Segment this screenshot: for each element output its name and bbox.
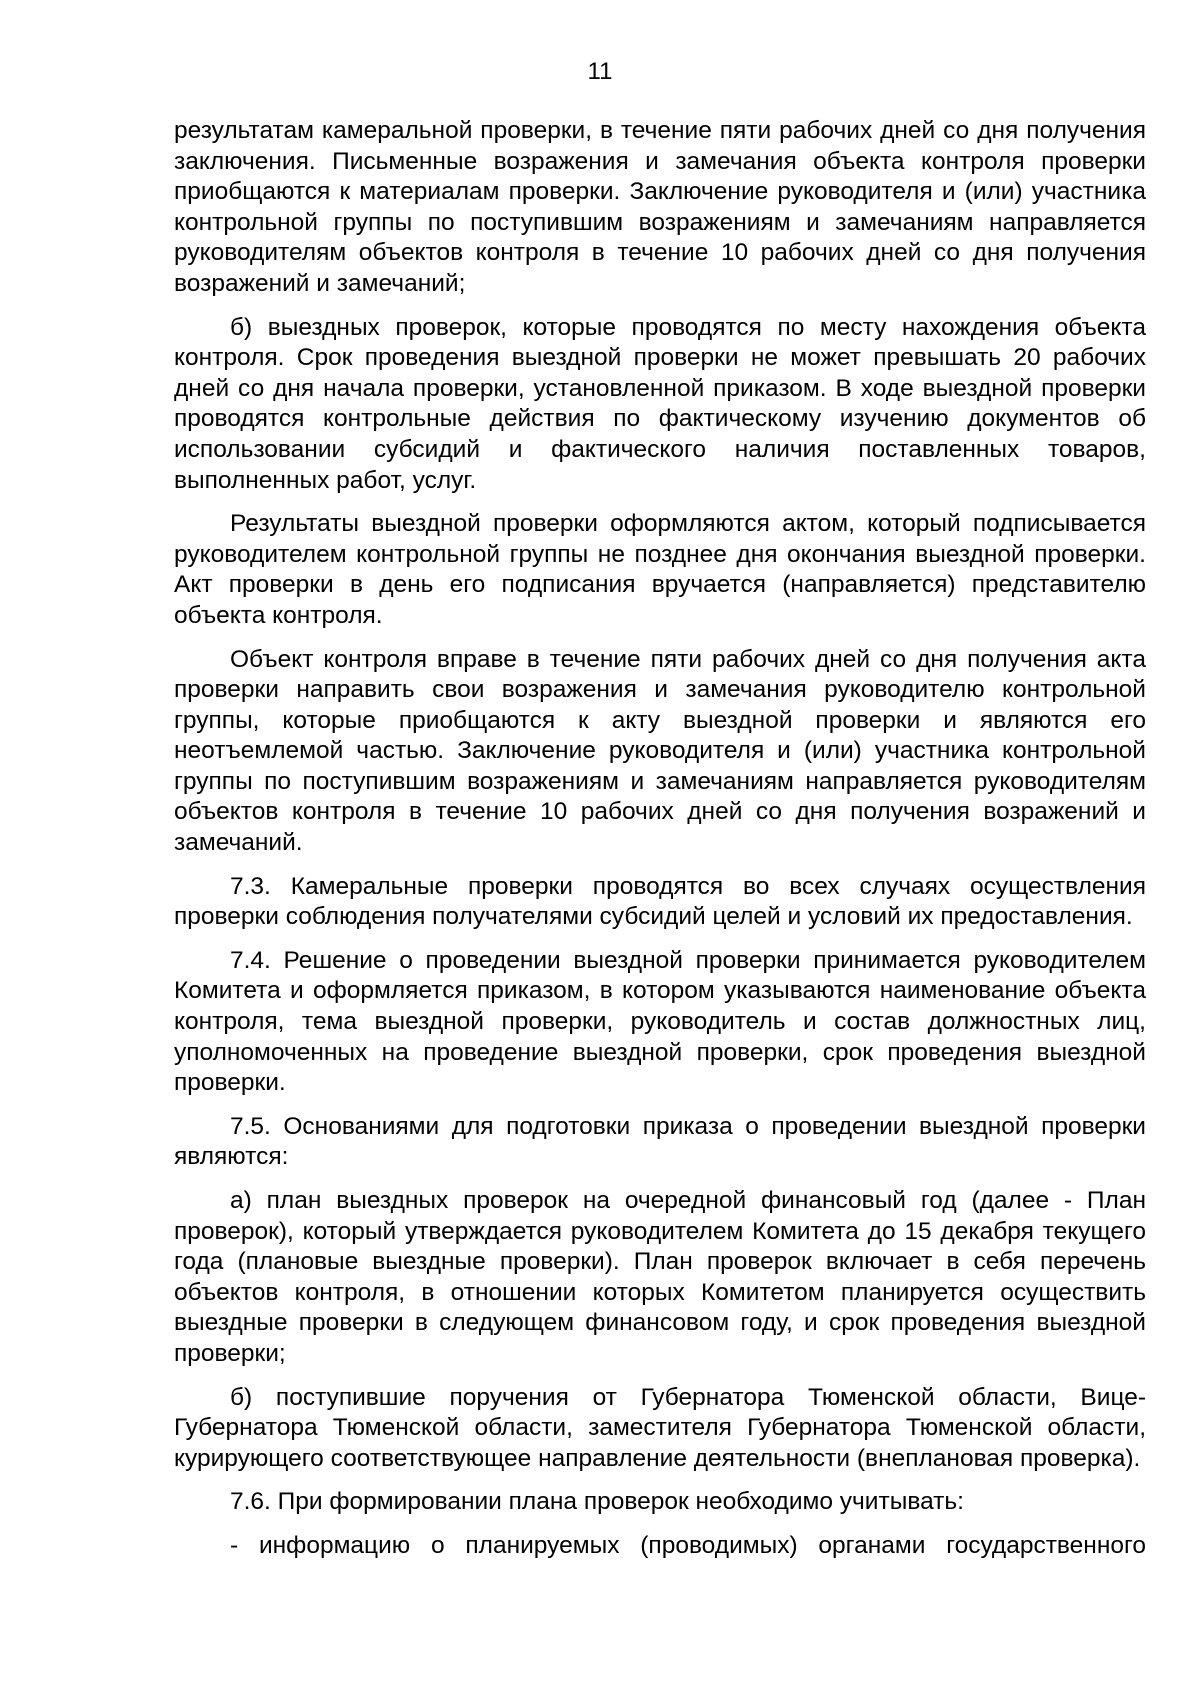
paragraph-7-3: 7.3. Камеральные проверки проводятся во всех случаях осуществления проверки соблюдения получателями субсидий целей и условий их предоставления. <box>174 872 1146 931</box>
paragraph-7-5: 7.5. Основаниями для подготовки приказа о проведении выездной проверки являются: <box>174 1112 1146 1171</box>
paragraph-objections: Объект контроля вправе в течение пяти рабочих дней со дня получения акта проверки направить свои возражения и замечания руководителю контрольной группы, которые приобщаются к акту выездной проверки и являются его неотъемлемой частью. Заключение руководителя и (или) участника контрольной группы по поступившим возражениям и замечаниям направляется руководителям объектов контроля в течение 10 рабочих дней со дня получения возражений и замечаний. <box>174 645 1146 857</box>
page-number: 11 <box>587 58 613 85</box>
paragraph-7-6-item: - информацию о планируемых (проводимых) органами государственного <box>230 1531 1146 1559</box>
paragraph-7-5-b: б) поступившие поручения от Губернатора Тюменской области, Вице-Губернатора Тюменской области, заместителя Губернатора Тюменской области, курирующего соответствующее направление деятельности (внеплановая проверка). <box>174 1383 1146 1472</box>
paragraph-field-check-results: Результаты выездной проверки оформляются актом, который подписывается руководителем контрольной группы не позднее дня окончания выездной проверки. Акт проверки в день его подписания вручается (направляется) представителю объекта контроля. <box>174 510 1146 629</box>
paragraph-7-6: 7.6. При формировании плана проверок необходимо учитывать: <box>230 1488 964 1516</box>
paragraph-field-checks: б) выездных проверок, которые проводятся по месту нахождения объекта контроля. Срок проведения выездной проверки не может превышать 20 рабочих дней со дня начала проверки, установленной приказом. В ходе выездной проверки проводятся контрольные действия по фактическому изучению документов об использовании субсидий и фактического наличия поставленных товаров, выполненных работ, услуг. <box>174 313 1146 494</box>
paragraph-7-4: 7.4. Решение о проведении выездной проверки принимается руководителем Комитета и оформляется приказом, в котором указываются наименование объекта контроля, тема выездной проверки, руководитель и состав должностных лиц, уполномоченных на проведение выездной проверки, срок проведения выездной проверки. <box>174 946 1146 1097</box>
document-body <box>174 116 1146 1562</box>
paragraph-7-5-a: а) план выездных проверок на очередной финансовый год (далее - План проверок), который утверждается руководителем Комитета до 15 декабря текущего года (плановые выездные проверки). План проверок включает в себя перечень объектов контроля, в отношении которых Комитетом планируется осуществить выездные проверки в следующем финансовом году, и срок проведения выездной проверки; <box>174 1187 1146 1367</box>
paragraph-camera-check-continuation: результатам камеральной проверки, в течение пяти рабочих дней со дня получения заключения. Письменные возражения и замечания объекта контроля проверки приобщаются к материалам проверки. Заключение руководителя и (или) участника контрольной группы по поступившим возражениям и замечаниям направляется руководителям объектов контроля в течение 10 рабочих дней со дня получения возражений и замечаний; <box>174 117 1146 297</box>
